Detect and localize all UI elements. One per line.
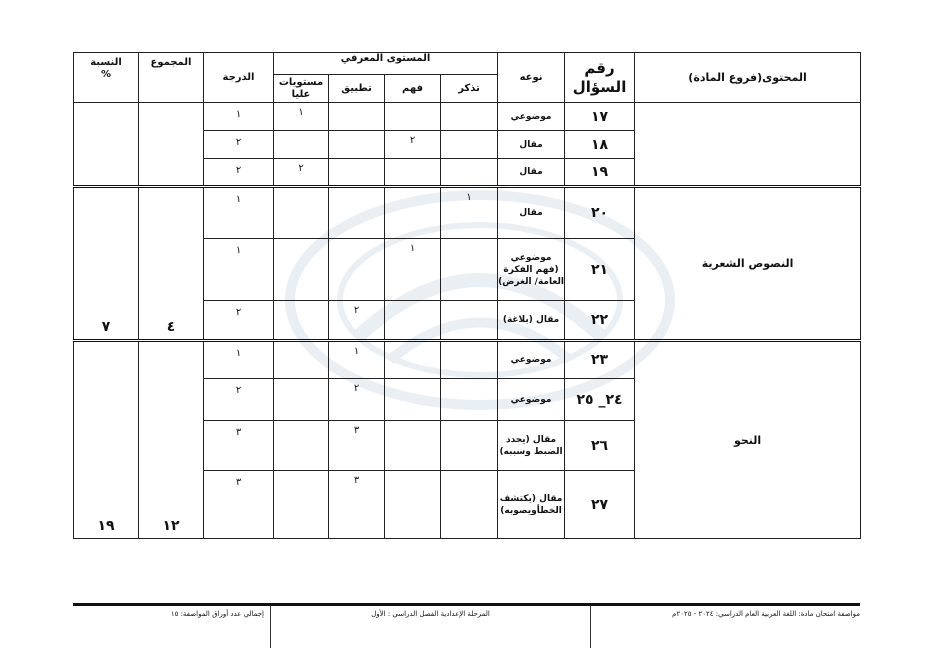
question-type-cell: مقال (يحدد الضبط وسببه)	[498, 421, 565, 471]
apply-value-cell: ٢	[329, 301, 385, 341]
remember-value-cell	[441, 239, 498, 301]
higher-value-cell: ٢	[274, 159, 329, 187]
specification-table	[73, 52, 861, 539]
section-percentage-cell: ١٩	[74, 341, 139, 539]
level-apply-header: تطبيق	[329, 75, 385, 103]
footer-stage-term: المرحلة الإعدادية الفصل الدراسي : الأول	[270, 606, 590, 648]
percentage-header-line2: %	[100, 69, 112, 80]
question-number-cell: ١٧	[565, 103, 635, 131]
question-row	[74, 341, 861, 379]
question-number-cell: ٢٢	[565, 301, 635, 341]
section-total-cell: ٤	[139, 187, 204, 341]
grade-value-cell: ٣	[204, 471, 274, 539]
remember-value-cell: ١	[441, 187, 498, 239]
grade-value-cell: ٣	[204, 421, 274, 471]
remember-value-cell	[441, 471, 498, 539]
remember-value-cell	[441, 131, 498, 159]
remember-value-cell	[441, 159, 498, 187]
question-type-cell: مقال (يكتشف الخطأويصوبه)	[498, 471, 565, 539]
question-type-cell: موضوعي (فهم الفكرة العامة/ الغرض)	[498, 239, 565, 301]
remember-value-cell	[441, 379, 498, 421]
higher-value-cell	[274, 301, 329, 341]
question-number-cell: ٢٦	[565, 421, 635, 471]
understand-value-cell	[385, 103, 441, 131]
understand-value-cell	[385, 379, 441, 421]
question-number-cell: ٢٤_ ٢٥	[565, 379, 635, 421]
higher-value-cell	[274, 131, 329, 159]
total-header: المجموع	[139, 53, 204, 103]
section-total-cell	[139, 103, 204, 187]
higher-value-cell	[274, 421, 329, 471]
higher-value-cell	[274, 187, 329, 239]
question-number-cell: ١٨	[565, 131, 635, 159]
apply-value-cell	[329, 187, 385, 239]
question-type-cell: مقال	[498, 159, 565, 187]
content-header: المحتوى(فروع المادة)	[635, 53, 861, 103]
question-type-cell: مقال (بلاغة)	[498, 301, 565, 341]
understand-value-cell	[385, 421, 441, 471]
question-row	[74, 187, 861, 239]
cognitive-level-header: المستوى المعرفي	[274, 53, 498, 75]
apply-value-cell	[329, 131, 385, 159]
footer-page-count: إجمالي عدد أوراق المواصفة: ١٥	[170, 610, 264, 618]
grade-value-cell: ١	[204, 239, 274, 301]
footer-exam-title: مواصفة امتحان مادة: اللغة العربية العام الدراسي: ٢٠٢٤ - ٢٠٢٥م	[590, 606, 860, 648]
percentage-header	[74, 53, 139, 103]
question-number-cell: ٢٠	[565, 187, 635, 239]
remember-value-cell	[441, 301, 498, 341]
apply-value-cell	[329, 159, 385, 187]
understand-value-cell: ١	[385, 239, 441, 301]
higher-value-cell	[274, 341, 329, 379]
question-row	[74, 103, 861, 131]
higher-value-cell: ١	[274, 103, 329, 131]
grade-value-cell: ١	[204, 103, 274, 131]
apply-value-cell: ١	[329, 341, 385, 379]
grade-header: الدرجة	[204, 53, 274, 103]
higher-value-cell	[274, 379, 329, 421]
question-type-cell: موضوعي	[498, 379, 565, 421]
grade-value-cell: ٢	[204, 131, 274, 159]
question-number-cell: ٢٣	[565, 341, 635, 379]
level-remember-header: تذكر	[441, 75, 498, 103]
question-number-header-line2: السؤال	[572, 77, 627, 96]
section-total-cell: ١٢	[139, 341, 204, 539]
question-number-cell: ١٩	[565, 159, 635, 187]
type-header: نوعه	[498, 53, 565, 103]
section-percentage-cell: ٧	[74, 187, 139, 341]
apply-value-cell	[329, 239, 385, 301]
grade-value-cell: ١	[204, 187, 274, 239]
grade-value-cell: ٢	[204, 301, 274, 341]
question-type-cell: موضوعي	[498, 103, 565, 131]
apply-value-cell: ٢	[329, 379, 385, 421]
understand-value-cell	[385, 341, 441, 379]
remember-value-cell	[441, 103, 498, 131]
question-type-cell: مقال	[498, 187, 565, 239]
understand-value-cell	[385, 301, 441, 341]
higher-value-cell	[274, 471, 329, 539]
content-branch-cell	[635, 103, 861, 187]
grade-value-cell: ١	[204, 341, 274, 379]
remember-value-cell	[441, 421, 498, 471]
question-number-header-line1: رقم	[584, 58, 615, 77]
content-branch-cell: النحو	[635, 341, 861, 539]
apply-value-cell: ٣	[329, 421, 385, 471]
level-understand-header: فهم	[385, 75, 441, 103]
apply-value-cell	[329, 103, 385, 131]
header-row	[74, 53, 861, 75]
understand-value-cell	[385, 187, 441, 239]
grade-value-cell: ٢	[204, 159, 274, 187]
question-number-header	[565, 53, 635, 103]
remember-value-cell	[441, 341, 498, 379]
content-branch-cell: النصوص الشعرية	[635, 187, 861, 341]
understand-value-cell: ٢	[385, 131, 441, 159]
understand-value-cell	[385, 471, 441, 539]
understand-value-cell	[385, 159, 441, 187]
apply-value-cell: ٣	[329, 471, 385, 539]
question-type-cell: مقال	[498, 131, 565, 159]
higher-value-cell	[274, 239, 329, 301]
grade-value-cell: ٢	[204, 379, 274, 421]
page-footer	[73, 606, 860, 648]
section-percentage-cell	[74, 103, 139, 187]
level-higher-header: مستويات عليا	[274, 75, 329, 103]
percentage-header-line1: النسبة	[90, 57, 122, 68]
question-type-cell: موضوعي	[498, 341, 565, 379]
question-number-cell: ٢١	[565, 239, 635, 301]
question-number-cell: ٢٧	[565, 471, 635, 539]
